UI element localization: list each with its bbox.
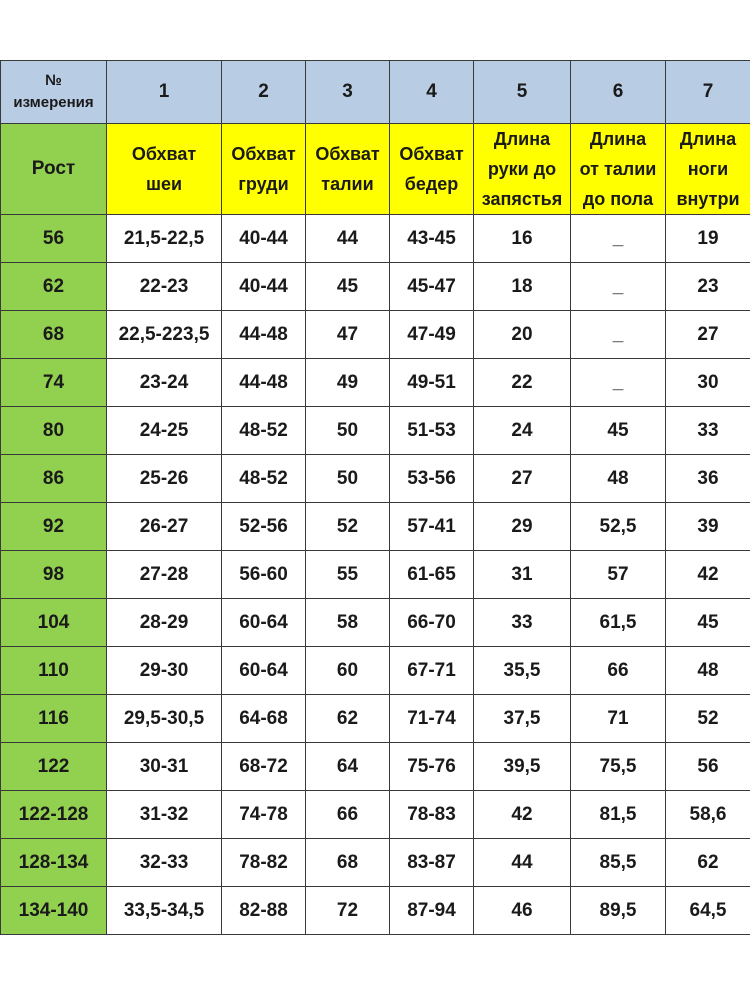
table-cell: 64,5 xyxy=(666,887,750,935)
table-cell: 39,5 xyxy=(474,743,571,791)
row-height-label: 68 xyxy=(1,311,107,359)
table-cell: 52 xyxy=(666,695,750,743)
measurement-number-label: № измерения xyxy=(1,61,107,124)
table-cell: 66 xyxy=(306,791,390,839)
table-cell: 46 xyxy=(474,887,571,935)
table-cell: 18 xyxy=(474,263,571,311)
column-number: 4 xyxy=(390,61,474,124)
table-cell: 36 xyxy=(666,455,750,503)
measurement-name-row xyxy=(1,124,750,215)
column-name: Длина руки до запястья xyxy=(474,124,571,215)
table-cell: _ xyxy=(571,263,666,311)
table-cell: 83-87 xyxy=(390,839,474,887)
row-height-label: 122-128 xyxy=(1,791,107,839)
table-cell: 30 xyxy=(666,359,750,407)
table-cell: 29 xyxy=(474,503,571,551)
table-cell: 20 xyxy=(474,311,571,359)
table-cell: 78-83 xyxy=(390,791,474,839)
table-cell: 56-60 xyxy=(222,551,306,599)
column-number: 5 xyxy=(474,61,571,124)
table-cell: 48-52 xyxy=(222,407,306,455)
column-name: Обхват шеи xyxy=(107,124,222,215)
column-name: Обхват груди xyxy=(222,124,306,215)
table-cell: 57 xyxy=(571,551,666,599)
table-cell: 50 xyxy=(306,455,390,503)
row-height-label: 134-140 xyxy=(1,887,107,935)
table-cell: 78-82 xyxy=(222,839,306,887)
table-cell: 48 xyxy=(571,455,666,503)
table-cell: 57-41 xyxy=(390,503,474,551)
table-cell: 21,5-22,5 xyxy=(107,215,222,263)
table-cell: 50 xyxy=(306,407,390,455)
table-cell: 35,5 xyxy=(474,647,571,695)
table-cell: 66-70 xyxy=(390,599,474,647)
table-cell: 44-48 xyxy=(222,359,306,407)
column-number: 3 xyxy=(306,61,390,124)
table-cell: 44-48 xyxy=(222,311,306,359)
size-chart-table xyxy=(0,60,750,935)
table-row xyxy=(1,503,750,551)
table-cell: 66 xyxy=(571,647,666,695)
row-height-label: 116 xyxy=(1,695,107,743)
table-row xyxy=(1,311,750,359)
table-cell: 44 xyxy=(474,839,571,887)
table-cell: 33 xyxy=(474,599,571,647)
table-cell: 58,6 xyxy=(666,791,750,839)
row-height-label: 110 xyxy=(1,647,107,695)
table-row xyxy=(1,359,750,407)
table-cell: 49-51 xyxy=(390,359,474,407)
table-cell: 37,5 xyxy=(474,695,571,743)
table-cell: 33 xyxy=(666,407,750,455)
table-cell: 44 xyxy=(306,215,390,263)
table-cell: 33,5-34,5 xyxy=(107,887,222,935)
table-cell: 42 xyxy=(474,791,571,839)
table-cell: 32-33 xyxy=(107,839,222,887)
table-cell: 64 xyxy=(306,743,390,791)
table-cell: 45 xyxy=(306,263,390,311)
table-cell: 62 xyxy=(666,839,750,887)
table-row xyxy=(1,215,750,263)
table-cell: 45 xyxy=(666,599,750,647)
table-cell: 19 xyxy=(666,215,750,263)
row-height-label: 104 xyxy=(1,599,107,647)
measurement-number-row xyxy=(1,61,750,124)
size-chart-body xyxy=(1,61,750,935)
table-cell: 27 xyxy=(666,311,750,359)
table-cell: 39 xyxy=(666,503,750,551)
table-row xyxy=(1,743,750,791)
table-row xyxy=(1,263,750,311)
table-row xyxy=(1,599,750,647)
table-cell: 53-56 xyxy=(390,455,474,503)
table-cell: 52-56 xyxy=(222,503,306,551)
row-height-label: 74 xyxy=(1,359,107,407)
table-cell: 22-23 xyxy=(107,263,222,311)
table-cell: 89,5 xyxy=(571,887,666,935)
table-cell: 87-94 xyxy=(390,887,474,935)
column-number: 2 xyxy=(222,61,306,124)
table-cell: _ xyxy=(571,215,666,263)
table-row xyxy=(1,551,750,599)
table-cell: 28-29 xyxy=(107,599,222,647)
column-name: Обхват бедер xyxy=(390,124,474,215)
table-cell: 67-71 xyxy=(390,647,474,695)
row-height-label: 122 xyxy=(1,743,107,791)
column-number: 7 xyxy=(666,61,750,124)
table-cell: 56 xyxy=(666,743,750,791)
table-cell: 22 xyxy=(474,359,571,407)
table-row xyxy=(1,647,750,695)
table-cell: 24-25 xyxy=(107,407,222,455)
row-height-label: 98 xyxy=(1,551,107,599)
table-cell: 40-44 xyxy=(222,263,306,311)
table-cell: 52 xyxy=(306,503,390,551)
row-height-label: 80 xyxy=(1,407,107,455)
table-cell: 45-47 xyxy=(390,263,474,311)
table-cell: 68-72 xyxy=(222,743,306,791)
table-cell: 71 xyxy=(571,695,666,743)
table-cell: 55 xyxy=(306,551,390,599)
table-cell: _ xyxy=(571,359,666,407)
table-cell: 52,5 xyxy=(571,503,666,551)
column-name: Длина ноги внутри xyxy=(666,124,750,215)
table-cell: 72 xyxy=(306,887,390,935)
table-cell: 42 xyxy=(666,551,750,599)
table-cell: 29-30 xyxy=(107,647,222,695)
table-cell: 61-65 xyxy=(390,551,474,599)
table-cell: 24 xyxy=(474,407,571,455)
table-cell: 58 xyxy=(306,599,390,647)
table-row xyxy=(1,407,750,455)
table-cell: 60-64 xyxy=(222,599,306,647)
table-cell: 48 xyxy=(666,647,750,695)
table-cell: 29,5-30,5 xyxy=(107,695,222,743)
table-cell: 74-78 xyxy=(222,791,306,839)
table-cell: 62 xyxy=(306,695,390,743)
table-cell: 31-32 xyxy=(107,791,222,839)
table-cell: 30-31 xyxy=(107,743,222,791)
table-cell: 61,5 xyxy=(571,599,666,647)
table-cell: 71-74 xyxy=(390,695,474,743)
table-cell: 81,5 xyxy=(571,791,666,839)
table-cell: 27 xyxy=(474,455,571,503)
table-cell: _ xyxy=(571,311,666,359)
height-header: Рост xyxy=(1,124,107,215)
table-cell: 25-26 xyxy=(107,455,222,503)
table-cell: 23-24 xyxy=(107,359,222,407)
table-cell: 48-52 xyxy=(222,455,306,503)
table-cell: 82-88 xyxy=(222,887,306,935)
column-name: Обхват талии xyxy=(306,124,390,215)
table-cell: 43-45 xyxy=(390,215,474,263)
table-cell: 27-28 xyxy=(107,551,222,599)
table-cell: 60 xyxy=(306,647,390,695)
table-cell: 85,5 xyxy=(571,839,666,887)
table-cell: 45 xyxy=(571,407,666,455)
table-cell: 22,5-223,5 xyxy=(107,311,222,359)
row-height-label: 86 xyxy=(1,455,107,503)
table-cell: 26-27 xyxy=(107,503,222,551)
table-cell: 47 xyxy=(306,311,390,359)
table-cell: 75,5 xyxy=(571,743,666,791)
table-cell: 49 xyxy=(306,359,390,407)
table-cell: 68 xyxy=(306,839,390,887)
table-cell: 47-49 xyxy=(390,311,474,359)
table-cell: 23 xyxy=(666,263,750,311)
table-cell: 75-76 xyxy=(390,743,474,791)
table-cell: 64-68 xyxy=(222,695,306,743)
row-height-label: 128-134 xyxy=(1,839,107,887)
table-cell: 40-44 xyxy=(222,215,306,263)
row-height-label: 62 xyxy=(1,263,107,311)
column-name: Длина от талии до пола xyxy=(571,124,666,215)
table-row xyxy=(1,695,750,743)
row-height-label: 56 xyxy=(1,215,107,263)
table-cell: 31 xyxy=(474,551,571,599)
table-cell: 16 xyxy=(474,215,571,263)
table-row xyxy=(1,887,750,935)
table-row xyxy=(1,791,750,839)
table-cell: 51-53 xyxy=(390,407,474,455)
table-cell: 60-64 xyxy=(222,647,306,695)
table-row xyxy=(1,839,750,887)
row-height-label: 92 xyxy=(1,503,107,551)
column-number: 6 xyxy=(571,61,666,124)
table-row xyxy=(1,455,750,503)
column-number: 1 xyxy=(107,61,222,124)
